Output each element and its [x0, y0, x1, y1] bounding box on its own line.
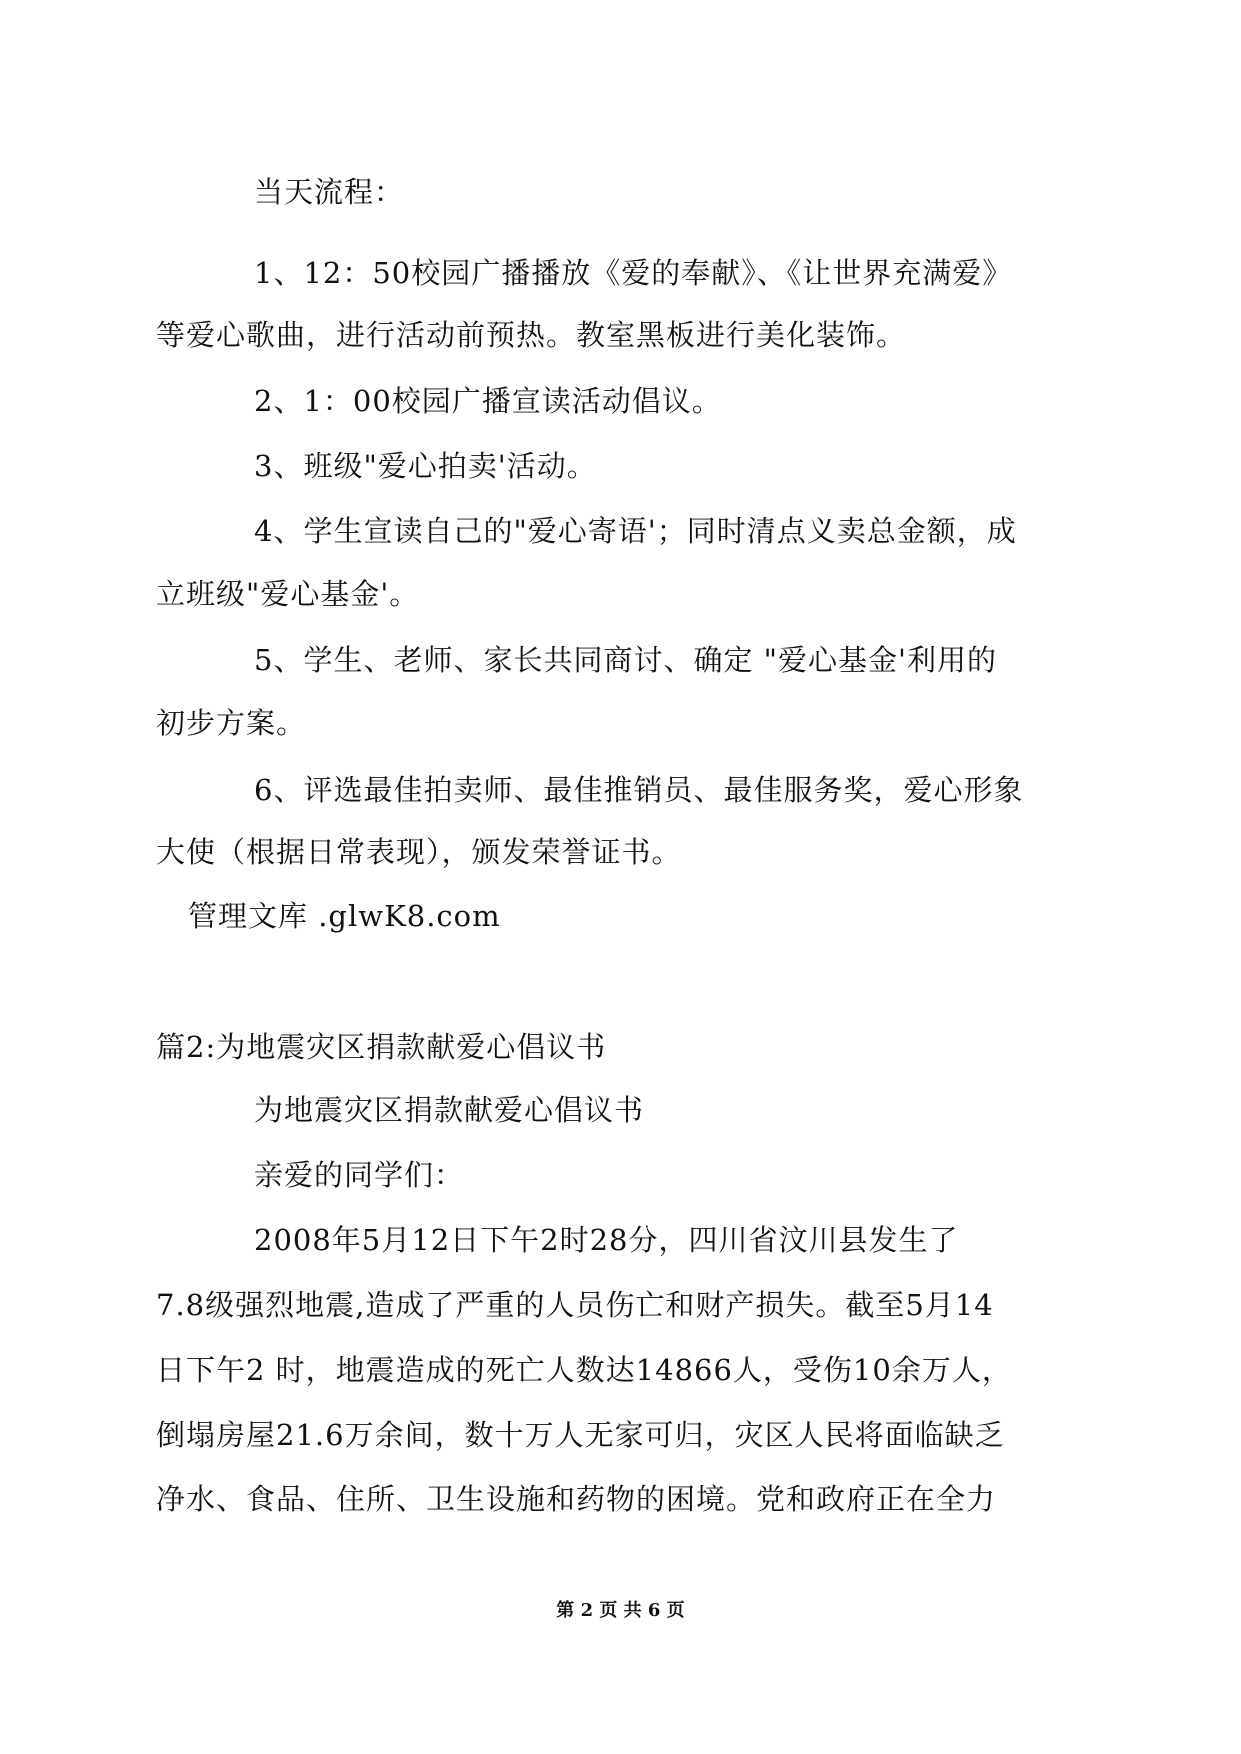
text-line: 6、评选最佳拍卖师、最佳推销员、最佳服务奖，爱心形象 — [254, 773, 1024, 807]
text-line: 初步方案。 — [156, 706, 307, 740]
text-line: 1、12：50校园广播播放《爱的奉献》、《让世界充满爱》 — [254, 256, 1013, 290]
text-line: 立班级"爱心基金'。 — [156, 577, 420, 611]
text-line: 2、1：00校园广播宣读活动倡议。 — [254, 384, 722, 418]
text-line: 5、学生、老师、家长共同商讨、确定 "爱心基金'利用的 — [254, 643, 997, 677]
page-number: 第 2 页 共 6 页 — [556, 1600, 685, 1621]
text-line: 日下午2 时，地震造成的死亡人数达14866人，受伤10余万人， — [156, 1353, 1012, 1387]
text-line: 净水、食品、住所、卫生设施和药物的困境。党和政府正在全力 — [156, 1482, 997, 1516]
text-line: 等爱心歌曲，进行活动前预热。教室黑板进行美化装饰。 — [156, 318, 907, 352]
text-line: 2008年5月12日下午2时28分，四川省汶川县发生了 — [254, 1223, 959, 1257]
text-line: 管理文库 .glwK8.com — [188, 899, 501, 933]
text-line: 倒塌房屋21.6万余间，数十万人无家可归，灾区人民将面临缺乏 — [156, 1418, 1005, 1452]
text-line: 亲爱的同学们： — [254, 1158, 465, 1192]
text-line: 7.8级强烈地震,造成了严重的人员伤亡和财产损失。截至5月14 — [156, 1288, 994, 1322]
text-line: 当天流程： — [254, 175, 405, 209]
text-line: 为地震灾区捐款献爱心倡议书 — [254, 1093, 645, 1127]
text-line: 3、班级"爱心拍卖'活动。 — [254, 449, 597, 483]
text-line: 4、学生宣读自己的"爱心寄语'；同时清点义卖总金额，成 — [254, 514, 1017, 548]
section-heading: 篇2:为地震灾区捐款献爱心倡议书 — [156, 1030, 607, 1064]
text-line: 大使（根据日常表现），颁发荣誉证书。 — [156, 835, 682, 869]
